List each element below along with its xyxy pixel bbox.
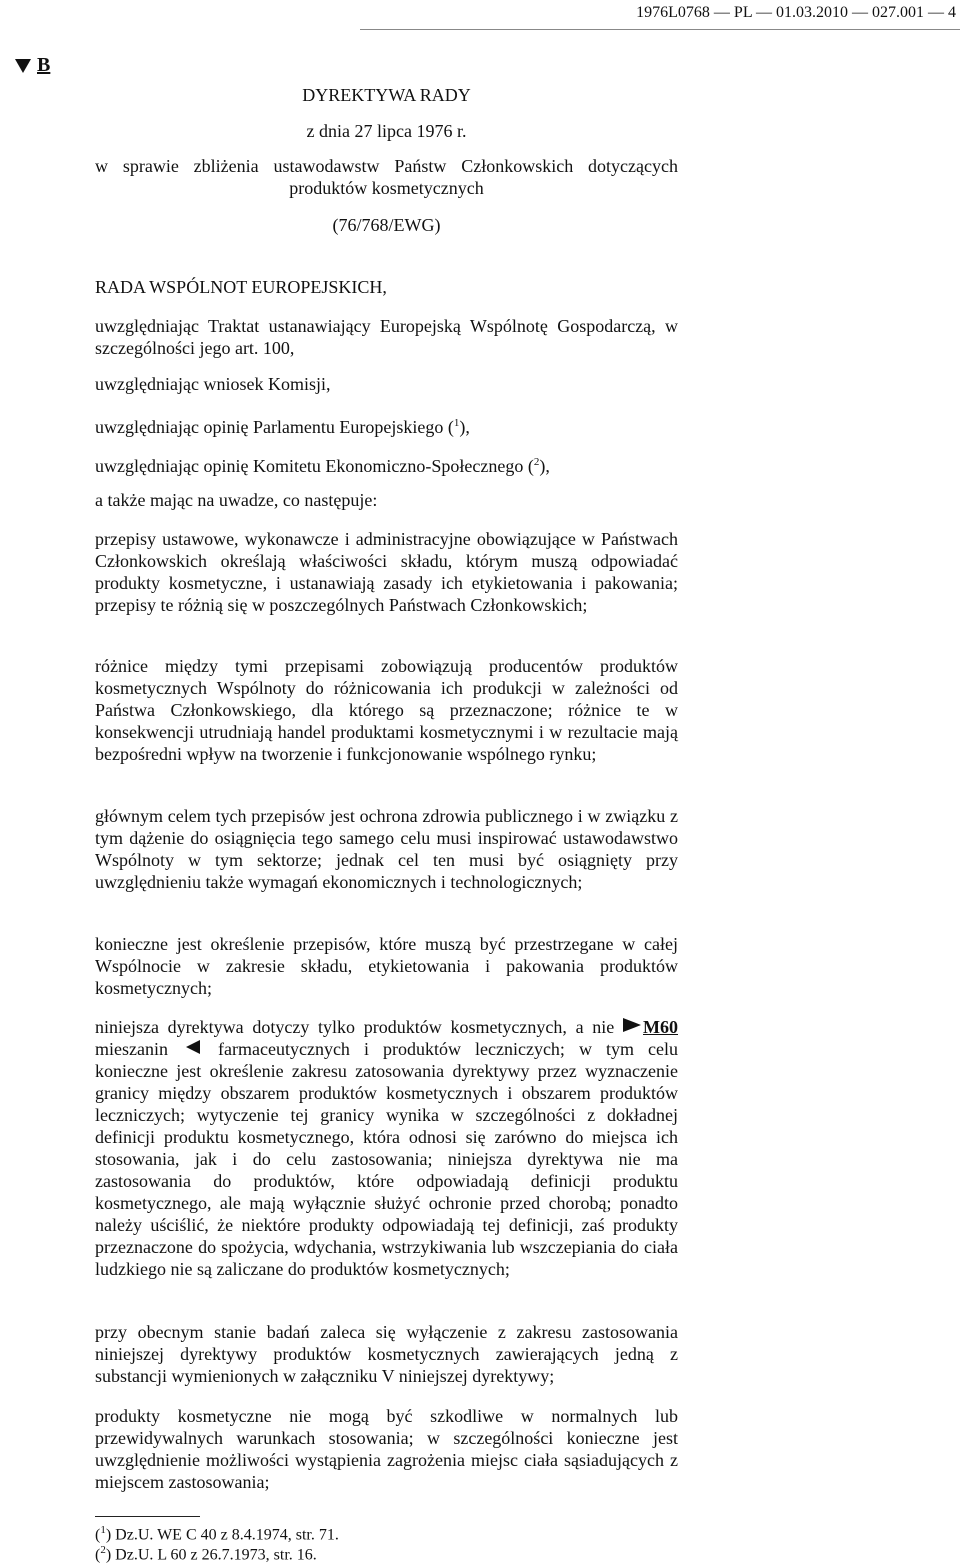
footnote-ref-2[interactable]: 2 [533, 456, 540, 468]
amendment-link-m60[interactable]: M60 [643, 1017, 678, 1037]
amendment-end-arrow-icon [186, 1040, 200, 1054]
footnote-separator [95, 1516, 200, 1517]
footnote-ref-1[interactable]: 1 [453, 417, 460, 429]
amendment-start-arrow-icon [623, 1018, 641, 1032]
marker-letter: B [37, 54, 51, 76]
recital-5 [95, 1016, 678, 1280]
recital-parliament [95, 412, 678, 438]
triangle-down-icon [15, 59, 31, 73]
recital-treaty: uwzględniając Traktat ustanawiający Europejską Wspólnotę Gospodarczą, w szczególności jego art. 100, [95, 316, 678, 358]
footnote-2-num: 2 [100, 1544, 106, 1556]
document-subject: w sprawie zbliżenia ustawodawstw Państw Członkowskich dotyczących produktów kosmetycznych [95, 156, 678, 198]
recital-2: różnice między tymi przepisami zobowiązują producentów produktów kosmetycznych Wspólnoty do różnicowania ich produkcji w zależności od Państwa Członkowskiego, dla którego są przeznaczone; różnice te w konsekwencji utrudniają handel produktami kosmetycznymi i w rezultacie mają bezpośredni wpływ na tworzenie i funkcjonowanie wspólnego rynku; [95, 656, 678, 764]
footnote-1: ($^1$) Dz.U. WE C 40 z 8.4.1974, str. 71. [95, 1524, 339, 1544]
document-date: z dnia 27 lipca 1976 r. [306, 121, 467, 141]
recital-5-start: niniejsza dyrektywa dotyczy tylko produktów kosmetycznych, a nie [95, 1017, 623, 1037]
footnote-2: ($^2$) Dz.U. L 60 z 26.7.1973, str. 16. [95, 1544, 317, 1564]
recital-parliament-end: ), [459, 417, 470, 437]
recital-1: przepisy ustawowe, wykonawcze i administracyjne obowiązujące w Państwach Członkowskich określają właściwości składu, którym muszą odpowiadać produkty kosmetyczne, i ustanawiają zasady ich etykietowania i pakowania; przepisy te różnią się w poszczególnych Państwach Członkowskich; [95, 529, 678, 615]
recital-whereas: a także mając na uwadze, co następuje: [95, 490, 378, 510]
consolidation-marker [15, 54, 50, 77]
recital-parliament-text: uwzględniając opinię Parlamentu Europejskiego ( [95, 417, 454, 437]
recital-committee-end: ), [539, 456, 550, 476]
preamble-council: RADA WSPÓLNOT EUROPEJSKICH, [95, 277, 387, 297]
footnote-1-text: Dz.U. WE C 40 z 8.4.1974, str. 71. [115, 1526, 339, 1544]
footnote-1-num: 1 [100, 1524, 106, 1536]
footnote-2-text: Dz.U. L 60 z 26.7.1973, str. 16. [115, 1546, 317, 1564]
recital-5-rest: farmaceutycznych i produktów leczniczych; w tym celu konieczne jest określenie zakresu zatosowania dyrektywy przez wyznaczenie granicy między obszarem produktów kosmetycznych i obszarem produktów leczniczych; wytyczenie tej granicy wynika w szczególności z dokładnej definicji produktu kosmetycznego, która odnosi się zarówno do miejsca ich stosowania, jak i do celu zastosowania; niniejsza dyrektywa nie ma zastosowania do produktów, które odpowiadają definicji produktu kosmetycznego, ale mają wyłącznie służyć ochronie przed chorobą; ponadto należy uściślić, że niektóre produkty odpowiadają tej definicji, zaś produkty przeznaczone do spożycia, wdychania, wstrzykiwania lub wszczepiania do ciała ludzkiego nie są zaliczane do produktów kosmetycznych; [95, 1039, 678, 1279]
running-header: 1976L0768 — PL — 01.03.2010 — 027.001 — 4 [360, 0, 960, 30]
recital-7: produkty kosmetyczne nie mogą być szkodliwe w normalnych lub przewidywalnych warunkach stosowania; w szczególności konieczne jest uwzględnienie możliwości wystąpienia zagrożenia miejsc ciała sąsiadujących z miejscem zastosowania; [95, 1406, 678, 1492]
document-reference: (76/768/EWG) [332, 215, 441, 235]
document-title: DYREKTYWA RADY [302, 85, 471, 105]
amendment-text: mieszanin [95, 1039, 182, 1059]
recital-4: konieczne jest określenie przepisów, które muszą być przestrzegane w całej Wspólnocie w zakresie składu, etykietowania i pakowania produktów kosmetycznych; [95, 934, 678, 998]
recital-commission: uwzględniając wniosek Komisji, [95, 374, 331, 394]
recital-committee [95, 451, 678, 477]
recital-6: przy obecnym stanie badań zaleca się wyłączenie z zakresu zastosowania niniejszej dyrektywy produktów kosmetycznych zawierających jedną z substancji wymienionych w załączniku V niniejszej dyrektywy; [95, 1322, 678, 1386]
recital-3: głównym celem tych przepisów jest ochrona zdrowia publicznego i w związku z tym dążenie do osiągnięcia tego samego celu musi inspirować ustawodawstwo Wspólnoty w tym sektorze; jednak cel ten musi być osiągnięty przy uwzględnieniu także wymagań ekonomicznych i technologicznych; [95, 806, 678, 892]
recital-committee-text: uwzględniając opinię Komitetu Ekonomiczno-Społecznego ( [95, 456, 534, 476]
